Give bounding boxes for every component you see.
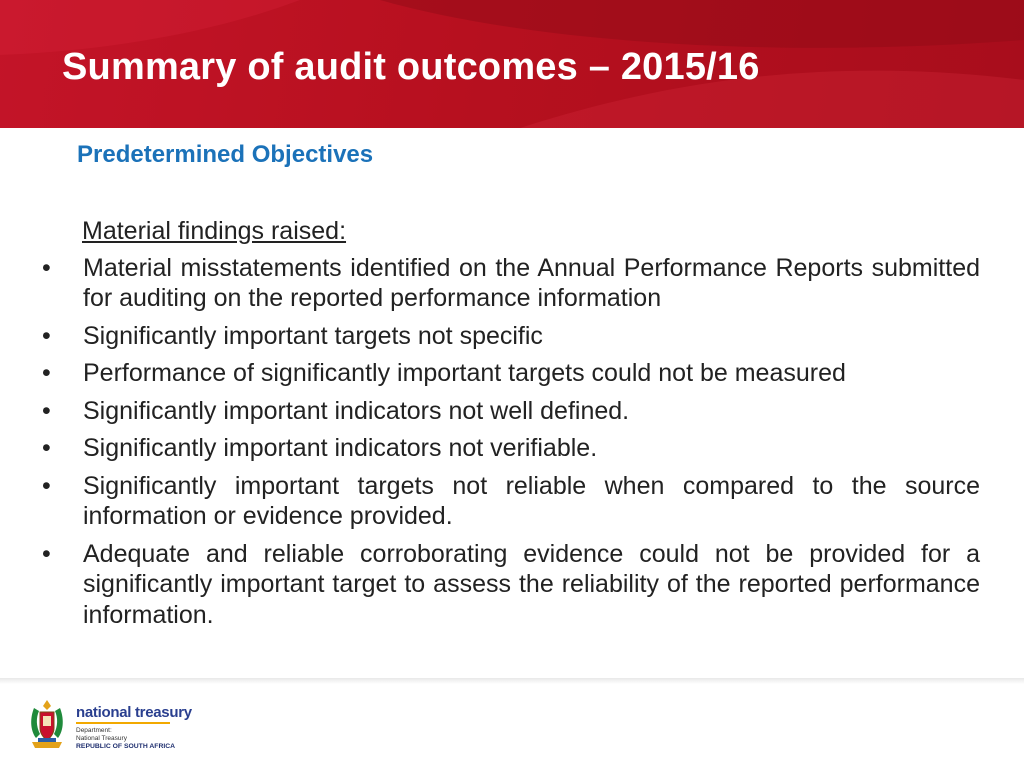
coat-of-arms-icon <box>26 698 68 752</box>
finding-item: • Performance of significantly important targets could not be measured <box>42 359 846 387</box>
findings-content <box>40 216 980 637</box>
section-subtitle: Predetermined Objectives <box>77 141 374 168</box>
findings-lead: Material findings raised: <box>82 217 347 245</box>
finding-item: • Material misstatements identified on the Annual Performance Reports submitted for auditing on the reported performance information <box>42 253 980 312</box>
bullet-icon: • <box>42 253 51 282</box>
footer-divider <box>0 678 1024 684</box>
finding-item: • Significantly important indicators not verifiable. <box>42 434 598 462</box>
slide-title: Summary of audit outcomes – 2015/16 <box>62 46 760 88</box>
finding-item: • Significantly important indicators not well defined. <box>42 396 630 425</box>
bullet-icon: • <box>42 539 51 568</box>
brand-line-treasury: National Treasury <box>76 735 127 742</box>
finding-item: • Adequate and reliable corroborating evidence could not be provided for a significantly important target to assess the reliability of the reported performance information. <box>42 539 980 629</box>
bullet-icon: • <box>42 434 51 462</box>
findings-list <box>40 253 980 631</box>
slide-header <box>0 0 1024 128</box>
footer-brand <box>76 704 192 751</box>
brand-rule <box>76 722 170 724</box>
finding-item: • Significantly important targets not reliable when compared to the source information or evidence provided. <box>42 471 980 530</box>
brand-name: national treasury <box>76 704 192 721</box>
bullet-icon: • <box>42 359 51 387</box>
bullet-icon: • <box>42 396 51 425</box>
brand-line-department: Department: <box>76 727 112 734</box>
bullet-icon: • <box>42 471 51 500</box>
brand-line-republic: REPUBLIC OF SOUTH AFRICA <box>76 743 176 750</box>
bullet-icon: • <box>42 321 51 350</box>
finding-item: • Significantly important targets not specific <box>42 321 543 350</box>
